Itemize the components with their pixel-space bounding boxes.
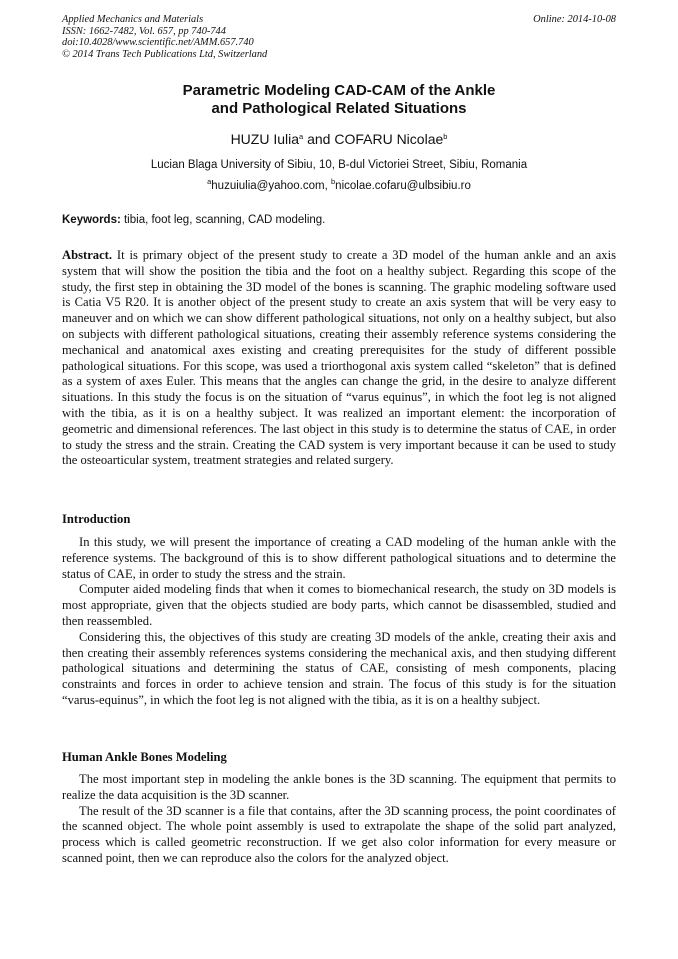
bones-paragraph: The result of the 3D scanner is a file that contains, after the 3D scanning process, the point coordinates of the scanned object. The whole point assembly is used to extrapolate the shape of the solid part analyzed, process which is called geometric reconstruction. If we get also color information for every measure or scanned point, then we can reproduce also the colors for the analyzed object. [62,803,616,865]
email-a: huzuiulia@yahoo.com, [211,180,331,192]
author-2-affil-mark: b [443,132,448,141]
intro-paragraph: Computer aided modeling finds that when it comes to biomechanical research, the study on 3D models is most appropriate, given that the objects studied are body parts, which cannot be disassembled, studied and then reassembled. [62,582,616,628]
paper-title [62,82,616,118]
journal-name: Applied Mechanics and Materials [62,14,204,25]
issn-line: ISSN: 1662-7482, Vol. 657, pp 740-744 [62,25,226,37]
author-2: COFARU Nicolae [334,131,444,147]
abstract-label: Abstract. [62,248,113,262]
bones-paragraph: The most important step in modeling the ankle bones is the 3D scanning. The equipment that permits to realize the data acquisition is the 3D scanner. [62,772,616,802]
author-1: HUZU Iulia [230,131,300,147]
keywords [62,213,616,227]
abstract [62,248,616,469]
abstract-text: It is primary object of the present study to create a 3D model of the human ankle and an axis system that will show the position the tibia and the foot on a healthy subject. Regarding this scope of the study, the first step in obtaining the 3D model of the bones is scanning. The graphic modeling software used is Catia V5 R20. It is another object of the present study to create an axis system that will be very easy to maneuver and on which we can show different pathological situations, not only on a healthy subject, but also on subjects with different pathological situations, creating their assembly reference systems considering the mechanical and anatomical axes existing and creating prerequisites for the study of different possible pathological situations. For this scope, was used a triorthogonal axis system called “skeleton” that is defined as a system of axes Euler. This means that the angles can change the grid, in the desire to analyze different situations. In this study the focus is on the situation of “varus equinus”, in which the foot leg is not aligned with the tibia, as it is on a healthy subject. It was realized an important element: the incorporation of geometric and dimensional references. The last object in this study is to determine the status of CAE, in order to study the stress and the strain. Creating the CAD system is very important because it can be used to study the osteoarticular system, treatment strategies and related surgery. [62,248,616,468]
author-list [62,131,616,148]
title-line-2: and Pathological Related Situations [211,100,467,117]
author-conjunction: and [303,131,335,147]
affiliation: Lucian Blaga University of Sibiu, 10, B-dul Victoriei Street, Sibiu, Romania [150,159,528,171]
introduction-body [62,535,616,709]
online-date: Online: 2014-10-08 [533,14,616,25]
introduction-heading: Introduction [62,512,131,526]
email-b-mark: b [331,177,336,186]
intro-paragraph: Considering this, the objectives of this study are creating 3D models of the ankle, creating their axis and then creating their assembly references systems considering the mechanical axis, and then studying different pathological situations and determining the status of CAE, consisting of mesh components, placing constraints and forces in order to achieve tension and strain. The focus of this study is for the situation “varus-equinus”, in which the foot leg is not aligned with the tibia, as it is on a healthy subject. [62,629,616,707]
title-line-1: Parametric Modeling CAD-CAM of the Ankle [182,82,496,99]
bones-modeling-body [62,772,616,867]
doi-line: doi:10.4028/www.scientific.net/AMM.657.740 [62,37,254,48]
email-b: nicolae.cofaru@ulbsibiu.ro [335,180,471,192]
intro-paragraph: In this study, we will present the importance of creating a CAD modeling of the human ankle with the reference systems. The background of this is to show different pathological situations and to determine the status of CAE, in order to study the stress and the strain. [62,535,616,581]
author-1-affil-mark: a [299,132,304,141]
copyright-line: © 2014 Trans Tech Publications Ltd, Switzerland [62,48,268,60]
bones-modeling-heading: Human Ankle Bones Modeling [62,750,227,764]
publication-header [62,14,616,60]
email-a-mark: a [207,177,212,186]
keywords-label: Keywords: [62,214,121,226]
author-emails [62,179,616,193]
keywords-text: tibia, foot leg, scanning, CAD modeling. [120,214,326,226]
